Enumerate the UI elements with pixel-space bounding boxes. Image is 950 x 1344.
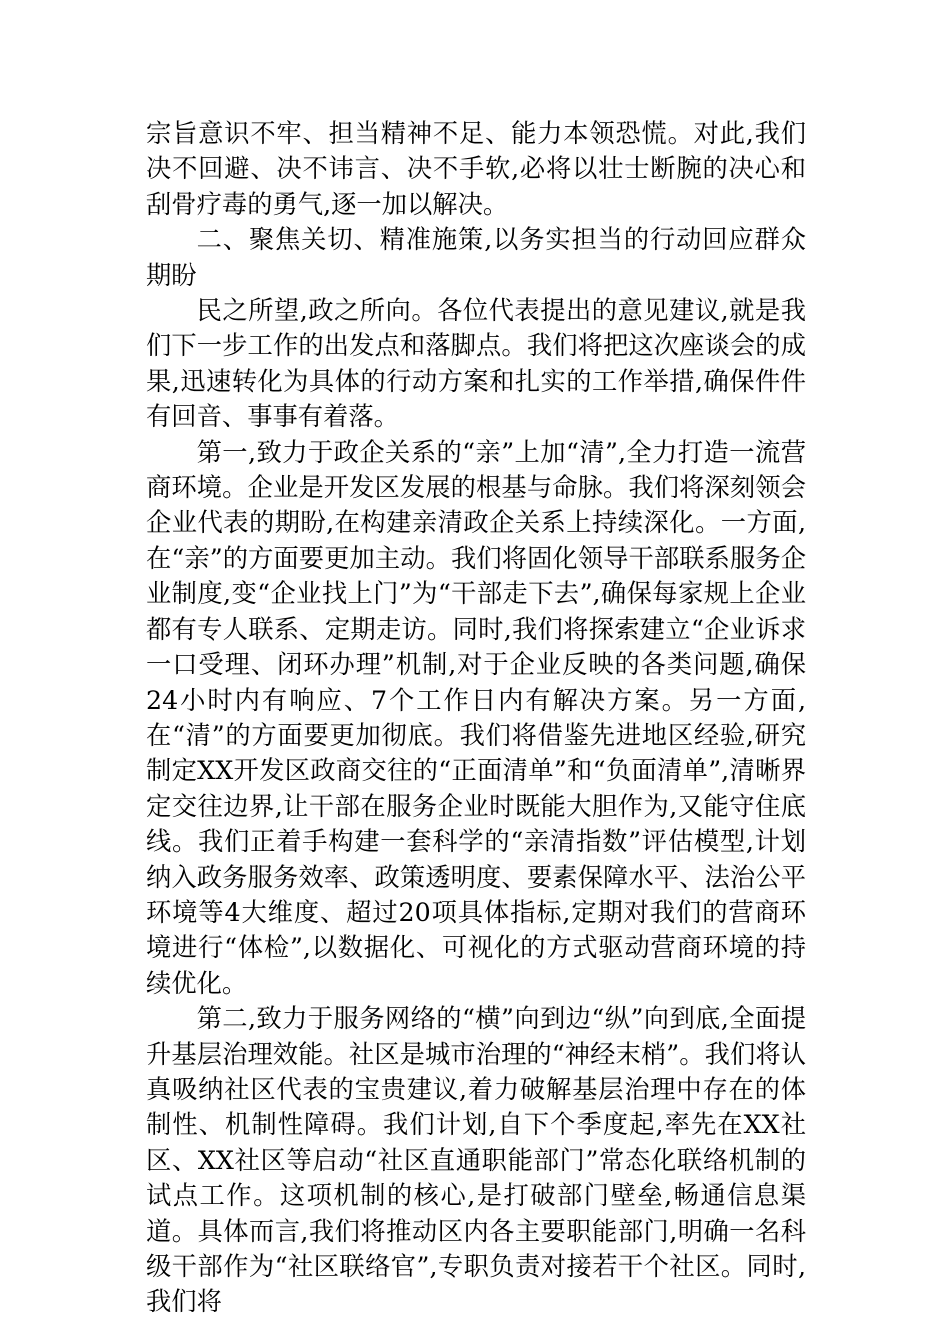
paragraph-continuation: 宗旨意识不牢、担当精神不足、能力本领恐慌。对此,我们决不回避、决不讳言、决不手软,必将以壮士断腕的决心和刮骨疗毒的勇气,逐一加以解决。 xyxy=(146,119,806,219)
paragraph-first-point: 第一,致力于政企关系的“亲”上加“清”,全力打造一流营商环境。企业是开发区发展的根基与命脉。我们将深刻领会企业代表的期盼,在构建亲清政企关系上持续深化。一方面,在“亲”的方面要更加主动。我们将固化领导干部联系服务企业制度,变“企业找上门”为“干部走下去”,确保每家规上企业都有专人联系、定期走访。同时,我们将探索建立“企业诉求一口受理、闭环办理”机制,对于企业反映的各类问题,确保24小时内有响应、7个工作日内有解决方案。另一方面,在“清”的方面要更加彻底。我们将借鉴先进地区经验,研究制定XX开发区政商交往的“正面清单”和“负面清单”,清晰界定交往边界,让干部在服务企业时既能大胆作为,又能守住底线。我们正着手构建一套科学的“亲清指数”评估模型,计划纳入政务服务效率、政策透明度、要素保障水平、法治公平环境等4大维度、超过20项具体指标,定期对我们的营商环境进行“体检”,以数据化、可视化的方式驱动营商环境的持续优化。 xyxy=(146,437,806,998)
paragraph-intro: 民之所望,政之所向。各位代表提出的意见建议,就是我们下一步工作的出发点和落脚点。我们将把这次座谈会的成果,迅速转化为具体的行动方案和扎实的工作举措,确保件件有回音、事事有着落。 xyxy=(146,296,806,432)
document-page xyxy=(146,116,806,1320)
section-heading: 二、聚焦关切、精准施策,以务实担当的行动回应群众期盼 xyxy=(146,225,806,290)
paragraph-second-point: 第二,致力于服务网络的“横”向到边“纵”向到底,全面提升基层治理效能。社区是城市治理的“神经末梢”。我们将认真吸纳社区代表的宝贵建议,着力破解基层治理中存在的体制性、机制性障碍。我们计划,自下个季度起,率先在XX社区、XX社区等启动“社区直通职能部门”常态化联络机制的试点工作。这项机制的核心,是打破部门壁垒,畅通信息渠道。具体而言,我们将推动区内各主要职能部门,明确一名科级干部作为“社区联络官”,专职负责对接若干个社区。同时,我们将 xyxy=(146,1004,806,1317)
